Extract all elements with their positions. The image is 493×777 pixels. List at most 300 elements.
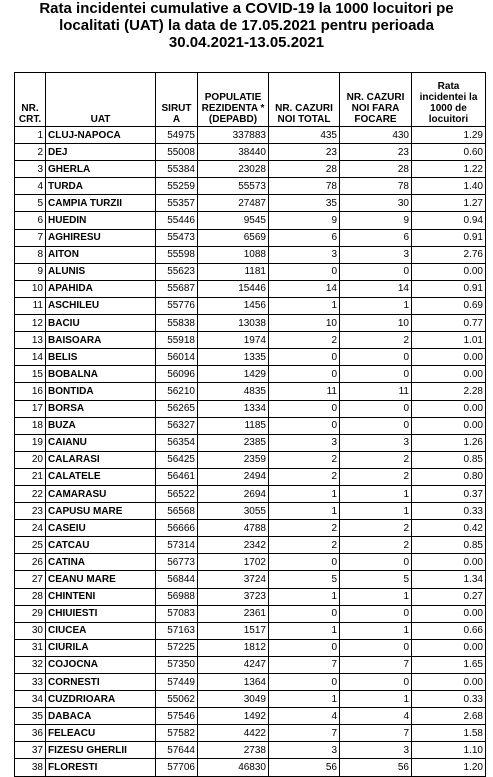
table-row xyxy=(15,708,486,725)
cell-siruta: 57163 xyxy=(156,622,198,639)
cell-cazuri-fara-focare: 430 xyxy=(340,127,412,144)
cell-populatie: 1517 xyxy=(198,622,269,639)
cell-rata: 0.00 xyxy=(412,417,486,434)
cell-uat: CUZDRIOARA xyxy=(46,691,156,708)
cell-cazuri-total: 23 xyxy=(269,144,340,161)
table-row xyxy=(15,691,486,708)
cell-nr: 37 xyxy=(15,742,46,759)
cell-uat: BACIU xyxy=(46,315,156,332)
cell-uat: CORNESTI xyxy=(46,674,156,691)
cell-cazuri-fara-focare: 0 xyxy=(340,554,412,571)
cell-rata: 0.85 xyxy=(412,537,486,554)
cell-uat: CAPUSU MARE xyxy=(46,503,156,520)
cell-cazuri-fara-focare: 0 xyxy=(340,349,412,366)
cell-uat: CAIANU xyxy=(46,434,156,451)
table-header-row xyxy=(15,73,486,127)
cell-cazuri-total: 35 xyxy=(269,195,340,212)
cell-nr: 19 xyxy=(15,434,46,451)
cell-populatie: 9545 xyxy=(198,212,269,229)
cell-uat: APAHIDA xyxy=(46,280,156,297)
cell-uat: CALARASI xyxy=(46,451,156,468)
cell-uat: FELEACU xyxy=(46,725,156,742)
cell-nr: 15 xyxy=(15,366,46,383)
cell-nr: 1 xyxy=(15,127,46,144)
cell-cazuri-total: 0 xyxy=(269,400,340,417)
cell-rata: 1.01 xyxy=(412,332,486,349)
cell-nr: 20 xyxy=(15,451,46,468)
cell-cazuri-fara-focare: 1 xyxy=(340,622,412,639)
table-row xyxy=(15,759,486,776)
cell-cazuri-total: 0 xyxy=(269,554,340,571)
cell-uat: CALATELE xyxy=(46,468,156,485)
cell-siruta: 55259 xyxy=(156,178,198,195)
cell-nr: 30 xyxy=(15,622,46,639)
table-row xyxy=(15,468,486,485)
cell-rata: 0.37 xyxy=(412,485,486,502)
cell-cazuri-total: 28 xyxy=(269,161,340,178)
cell-cazuri-total: 1 xyxy=(269,588,340,605)
cell-cazuri-fara-focare: 28 xyxy=(340,161,412,178)
cell-cazuri-fara-focare: 4 xyxy=(340,708,412,725)
cell-cazuri-fara-focare: 1 xyxy=(340,588,412,605)
cell-populatie: 3723 xyxy=(198,588,269,605)
cell-rata: 0.60 xyxy=(412,144,486,161)
cell-siruta: 55473 xyxy=(156,229,198,246)
cell-cazuri-total: 1 xyxy=(269,691,340,708)
table-row xyxy=(15,537,486,554)
cell-siruta: 56844 xyxy=(156,571,198,588)
table-row xyxy=(15,144,486,161)
table-row xyxy=(15,588,486,605)
cell-cazuri-fara-focare: 0 xyxy=(340,674,412,691)
cell-uat: CHIUIESTI xyxy=(46,605,156,622)
cell-rata: 0.00 xyxy=(412,366,486,383)
cell-uat: ASCHILEU xyxy=(46,297,156,314)
table-row xyxy=(15,485,486,502)
cell-populatie: 4422 xyxy=(198,725,269,742)
cell-rata: 0.27 xyxy=(412,588,486,605)
cell-populatie: 1974 xyxy=(198,332,269,349)
cell-siruta: 55062 xyxy=(156,691,198,708)
cell-rata: 0.66 xyxy=(412,622,486,639)
cell-cazuri-total: 7 xyxy=(269,656,340,673)
cell-siruta: 55776 xyxy=(156,297,198,314)
cell-rata: 1.58 xyxy=(412,725,486,742)
cell-cazuri-fara-focare: 0 xyxy=(340,366,412,383)
table-row xyxy=(15,127,486,144)
cell-cazuri-fara-focare: 7 xyxy=(340,725,412,742)
table-row xyxy=(15,229,486,246)
cell-cazuri-fara-focare: 3 xyxy=(340,434,412,451)
cell-uat: CIUCEA xyxy=(46,622,156,639)
cell-siruta: 57083 xyxy=(156,605,198,622)
cell-rata: 2.68 xyxy=(412,708,486,725)
cell-uat: BOBALNA xyxy=(46,366,156,383)
cell-cazuri-total: 3 xyxy=(269,434,340,451)
cell-rata: 2.28 xyxy=(412,383,486,400)
cell-nr: 21 xyxy=(15,468,46,485)
cell-populatie: 1364 xyxy=(198,674,269,691)
cell-cazuri-fara-focare: 2 xyxy=(340,520,412,537)
page-title xyxy=(0,0,493,51)
cell-cazuri-fara-focare: 0 xyxy=(340,417,412,434)
cell-siruta: 57546 xyxy=(156,708,198,725)
cell-siruta: 56096 xyxy=(156,366,198,383)
cell-uat: CEANU MARE xyxy=(46,571,156,588)
cell-cazuri-fara-focare: 1 xyxy=(340,503,412,520)
incidence-table xyxy=(14,72,486,777)
cell-cazuri-fara-focare: 10 xyxy=(340,315,412,332)
cell-cazuri-total: 3 xyxy=(269,246,340,263)
cell-cazuri-fara-focare: 1 xyxy=(340,297,412,314)
cell-nr: 9 xyxy=(15,263,46,280)
cell-cazuri-total: 1 xyxy=(269,503,340,520)
cell-nr: 5 xyxy=(15,195,46,212)
cell-rata: 0.00 xyxy=(412,554,486,571)
cell-uat: DABACA xyxy=(46,708,156,725)
table-row xyxy=(15,742,486,759)
cell-uat: BAISOARA xyxy=(46,332,156,349)
cell-cazuri-total: 0 xyxy=(269,605,340,622)
cell-cazuri-fara-focare: 3 xyxy=(340,246,412,263)
cell-uat: AITON xyxy=(46,246,156,263)
cell-populatie: 6569 xyxy=(198,229,269,246)
cell-uat: CLUJ-NAPOCA xyxy=(46,127,156,144)
cell-cazuri-total: 11 xyxy=(269,383,340,400)
cell-nr: 17 xyxy=(15,400,46,417)
cell-rata: 1.34 xyxy=(412,571,486,588)
cell-nr: 22 xyxy=(15,485,46,502)
table-row xyxy=(15,178,486,195)
cell-rata: 0.00 xyxy=(412,400,486,417)
cell-rata: 1.26 xyxy=(412,434,486,451)
header-cazuri-fara-focare: NR. CAZURI NOI FARA FOCARE xyxy=(340,73,412,127)
cell-cazuri-total: 2 xyxy=(269,332,340,349)
cell-cazuri-fara-focare: 9 xyxy=(340,212,412,229)
cell-cazuri-fara-focare: 2 xyxy=(340,332,412,349)
cell-cazuri-total: 2 xyxy=(269,451,340,468)
cell-nr: 23 xyxy=(15,503,46,520)
cell-nr: 8 xyxy=(15,246,46,263)
cell-siruta: 55446 xyxy=(156,212,198,229)
cell-siruta: 56568 xyxy=(156,503,198,520)
cell-rata: 0.91 xyxy=(412,280,486,297)
cell-cazuri-total: 2 xyxy=(269,520,340,537)
cell-populatie: 2738 xyxy=(198,742,269,759)
cell-cazuri-fara-focare: 56 xyxy=(340,759,412,776)
cell-siruta: 57225 xyxy=(156,639,198,656)
cell-cazuri-fara-focare: 2 xyxy=(340,468,412,485)
cell-uat: CAMARASU xyxy=(46,485,156,502)
table-row xyxy=(15,605,486,622)
cell-nr: 24 xyxy=(15,520,46,537)
cell-populatie: 4835 xyxy=(198,383,269,400)
cell-uat: FIZESU GHERLII xyxy=(46,742,156,759)
cell-cazuri-fara-focare: 7 xyxy=(340,656,412,673)
cell-uat: BUZA xyxy=(46,417,156,434)
header-populatie: POPULATIE REZIDENTA * (DEPABD) xyxy=(198,73,269,127)
cell-nr: 32 xyxy=(15,656,46,673)
cell-uat: DEJ xyxy=(46,144,156,161)
cell-populatie: 27487 xyxy=(198,195,269,212)
cell-siruta: 55008 xyxy=(156,144,198,161)
cell-siruta: 56522 xyxy=(156,485,198,502)
cell-cazuri-fara-focare: 0 xyxy=(340,400,412,417)
cell-siruta: 56354 xyxy=(156,434,198,451)
cell-cazuri-fara-focare: 0 xyxy=(340,263,412,280)
cell-nr: 38 xyxy=(15,759,46,776)
cell-cazuri-total: 0 xyxy=(269,674,340,691)
cell-populatie: 1088 xyxy=(198,246,269,263)
table-row xyxy=(15,280,486,297)
cell-populatie: 1335 xyxy=(198,349,269,366)
cell-populatie: 1812 xyxy=(198,639,269,656)
cell-populatie: 1334 xyxy=(198,400,269,417)
cell-rata: 0.94 xyxy=(412,212,486,229)
cell-nr: 3 xyxy=(15,161,46,178)
cell-populatie: 3724 xyxy=(198,571,269,588)
cell-siruta: 57449 xyxy=(156,674,198,691)
cell-rata: 0.80 xyxy=(412,468,486,485)
cell-siruta: 57314 xyxy=(156,537,198,554)
cell-rata: 1.22 xyxy=(412,161,486,178)
cell-populatie: 2361 xyxy=(198,605,269,622)
table-row xyxy=(15,503,486,520)
cell-uat: CATINA xyxy=(46,554,156,571)
cell-populatie: 4788 xyxy=(198,520,269,537)
cell-rata: 1.40 xyxy=(412,178,486,195)
cell-cazuri-total: 1 xyxy=(269,622,340,639)
cell-cazuri-total: 0 xyxy=(269,349,340,366)
cell-uat: AGHIRESU xyxy=(46,229,156,246)
cell-cazuri-fara-focare: 2 xyxy=(340,451,412,468)
cell-nr: 25 xyxy=(15,537,46,554)
cell-rata: 0.00 xyxy=(412,639,486,656)
cell-rata: 2.76 xyxy=(412,246,486,263)
cell-populatie: 15446 xyxy=(198,280,269,297)
cell-cazuri-fara-focare: 14 xyxy=(340,280,412,297)
cell-rata: 0.00 xyxy=(412,349,486,366)
table-row xyxy=(15,315,486,332)
cell-uat: CIURILA xyxy=(46,639,156,656)
cell-siruta: 55838 xyxy=(156,315,198,332)
table-row xyxy=(15,520,486,537)
cell-uat: BORSA xyxy=(46,400,156,417)
cell-nr: 26 xyxy=(15,554,46,571)
cell-populatie: 2385 xyxy=(198,434,269,451)
cell-cazuri-total: 7 xyxy=(269,725,340,742)
cell-cazuri-total: 3 xyxy=(269,742,340,759)
table-row xyxy=(15,571,486,588)
table-row xyxy=(15,383,486,400)
cell-cazuri-fara-focare: 2 xyxy=(340,537,412,554)
cell-siruta: 56265 xyxy=(156,400,198,417)
table-body xyxy=(15,127,486,777)
cell-populatie: 2359 xyxy=(198,451,269,468)
cell-cazuri-fara-focare: 0 xyxy=(340,639,412,656)
cell-cazuri-total: 435 xyxy=(269,127,340,144)
cell-uat: BONTIDA xyxy=(46,383,156,400)
cell-cazuri-fara-focare: 30 xyxy=(340,195,412,212)
cell-populatie: 337883 xyxy=(198,127,269,144)
cell-uat: FLORESTI xyxy=(46,759,156,776)
cell-cazuri-total: 1 xyxy=(269,485,340,502)
table-row xyxy=(15,451,486,468)
cell-cazuri-fara-focare: 0 xyxy=(340,605,412,622)
cell-siruta: 57706 xyxy=(156,759,198,776)
cell-cazuri-fara-focare: 1 xyxy=(340,691,412,708)
cell-nr: 36 xyxy=(15,725,46,742)
table-row xyxy=(15,263,486,280)
cell-siruta: 57582 xyxy=(156,725,198,742)
table-row xyxy=(15,400,486,417)
cell-siruta: 57644 xyxy=(156,742,198,759)
cell-rata: 1.27 xyxy=(412,195,486,212)
cell-cazuri-total: 4 xyxy=(269,708,340,725)
cell-cazuri-total: 0 xyxy=(269,366,340,383)
cell-nr: 28 xyxy=(15,588,46,605)
title-line-2: localitati (UAT) la data de 17.05.2021 pentru perioada xyxy=(59,17,434,34)
cell-nr: 2 xyxy=(15,144,46,161)
cell-nr: 27 xyxy=(15,571,46,588)
cell-cazuri-fara-focare: 1 xyxy=(340,485,412,502)
cell-siruta: 56014 xyxy=(156,349,198,366)
cell-nr: 10 xyxy=(15,280,46,297)
table-row xyxy=(15,417,486,434)
cell-cazuri-total: 10 xyxy=(269,315,340,332)
cell-populatie: 1185 xyxy=(198,417,269,434)
table-row xyxy=(15,195,486,212)
cell-rata: 0.69 xyxy=(412,297,486,314)
cell-siruta: 56773 xyxy=(156,554,198,571)
cell-nr: 18 xyxy=(15,417,46,434)
cell-cazuri-total: 2 xyxy=(269,537,340,554)
cell-siruta: 56210 xyxy=(156,383,198,400)
cell-rata: 0.00 xyxy=(412,605,486,622)
cell-populatie: 1429 xyxy=(198,366,269,383)
cell-populatie: 1702 xyxy=(198,554,269,571)
cell-siruta: 55384 xyxy=(156,161,198,178)
cell-populatie: 38440 xyxy=(198,144,269,161)
cell-cazuri-total: 0 xyxy=(269,417,340,434)
cell-cazuri-fara-focare: 5 xyxy=(340,571,412,588)
cell-populatie: 55573 xyxy=(198,178,269,195)
table-row xyxy=(15,332,486,349)
cell-nr: 13 xyxy=(15,332,46,349)
cell-cazuri-total: 1 xyxy=(269,297,340,314)
cell-nr: 6 xyxy=(15,212,46,229)
cell-cazuri-total: 2 xyxy=(269,468,340,485)
table-row xyxy=(15,212,486,229)
header-cazuri-total: NR. CAZURI NOI TOTAL xyxy=(269,73,340,127)
cell-nr: 33 xyxy=(15,674,46,691)
table-row xyxy=(15,434,486,451)
cell-cazuri-total: 0 xyxy=(269,263,340,280)
table-row xyxy=(15,366,486,383)
cell-cazuri-total: 56 xyxy=(269,759,340,776)
table-row xyxy=(15,246,486,263)
cell-nr: 29 xyxy=(15,605,46,622)
cell-cazuri-fara-focare: 23 xyxy=(340,144,412,161)
cell-populatie: 3055 xyxy=(198,503,269,520)
cell-nr: 7 xyxy=(15,229,46,246)
cell-siruta: 55357 xyxy=(156,195,198,212)
cell-populatie: 13038 xyxy=(198,315,269,332)
cell-siruta: 55623 xyxy=(156,263,198,280)
cell-populatie: 2694 xyxy=(198,485,269,502)
cell-rata: 0.00 xyxy=(412,263,486,280)
cell-siruta: 56327 xyxy=(156,417,198,434)
cell-siruta: 56461 xyxy=(156,468,198,485)
cell-cazuri-total: 9 xyxy=(269,212,340,229)
cell-rata: 0.85 xyxy=(412,451,486,468)
cell-populatie: 1492 xyxy=(198,708,269,725)
cell-nr: 12 xyxy=(15,315,46,332)
cell-cazuri-total: 14 xyxy=(269,280,340,297)
cell-cazuri-total: 6 xyxy=(269,229,340,246)
cell-rata: 1.10 xyxy=(412,742,486,759)
cell-uat: CHINTENI xyxy=(46,588,156,605)
table-row xyxy=(15,639,486,656)
cell-rata: 1.20 xyxy=(412,759,486,776)
title-line-1: Rata incidentei cumulative a COVID-19 la 1000 locuitori pe xyxy=(39,0,454,17)
cell-siruta: 57350 xyxy=(156,656,198,673)
cell-nr: 11 xyxy=(15,297,46,314)
table-row xyxy=(15,554,486,571)
header-uat: UAT xyxy=(46,73,156,127)
cell-rata: 1.29 xyxy=(412,127,486,144)
cell-rata: 0.77 xyxy=(412,315,486,332)
table-row xyxy=(15,622,486,639)
cell-nr: 4 xyxy=(15,178,46,195)
title-line-3: 30.04.2021-13.05.2021 xyxy=(168,34,325,51)
table-row xyxy=(15,161,486,178)
cell-siruta: 54975 xyxy=(156,127,198,144)
table-row xyxy=(15,674,486,691)
cell-uat: GHERLA xyxy=(46,161,156,178)
cell-cazuri-fara-focare: 78 xyxy=(340,178,412,195)
cell-uat: CATCAU xyxy=(46,537,156,554)
cell-siruta: 55687 xyxy=(156,280,198,297)
cell-nr: 34 xyxy=(15,691,46,708)
cell-rata: 0.33 xyxy=(412,503,486,520)
table-row xyxy=(15,656,486,673)
cell-uat: CAMPIA TURZII xyxy=(46,195,156,212)
cell-uat: ALUNIS xyxy=(46,263,156,280)
cell-rata: 0.33 xyxy=(412,691,486,708)
cell-nr: 14 xyxy=(15,349,46,366)
cell-nr: 35 xyxy=(15,708,46,725)
cell-populatie: 3049 xyxy=(198,691,269,708)
cell-siruta: 55598 xyxy=(156,246,198,263)
cell-cazuri-total: 5 xyxy=(269,571,340,588)
cell-cazuri-fara-focare: 3 xyxy=(340,742,412,759)
table-row xyxy=(15,725,486,742)
cell-populatie: 1456 xyxy=(198,297,269,314)
cell-uat: COJOCNA xyxy=(46,656,156,673)
cell-cazuri-fara-focare: 11 xyxy=(340,383,412,400)
cell-uat: CASEIU xyxy=(46,520,156,537)
cell-siruta: 55918 xyxy=(156,332,198,349)
header-rata: Rata incidentei la 1000 de locuitori xyxy=(412,73,486,127)
cell-rata: 1.65 xyxy=(412,656,486,673)
cell-siruta: 56666 xyxy=(156,520,198,537)
cell-populatie: 46830 xyxy=(198,759,269,776)
cell-nr: 31 xyxy=(15,639,46,656)
table-row xyxy=(15,297,486,314)
cell-siruta: 56425 xyxy=(156,451,198,468)
cell-rata: 0.00 xyxy=(412,674,486,691)
